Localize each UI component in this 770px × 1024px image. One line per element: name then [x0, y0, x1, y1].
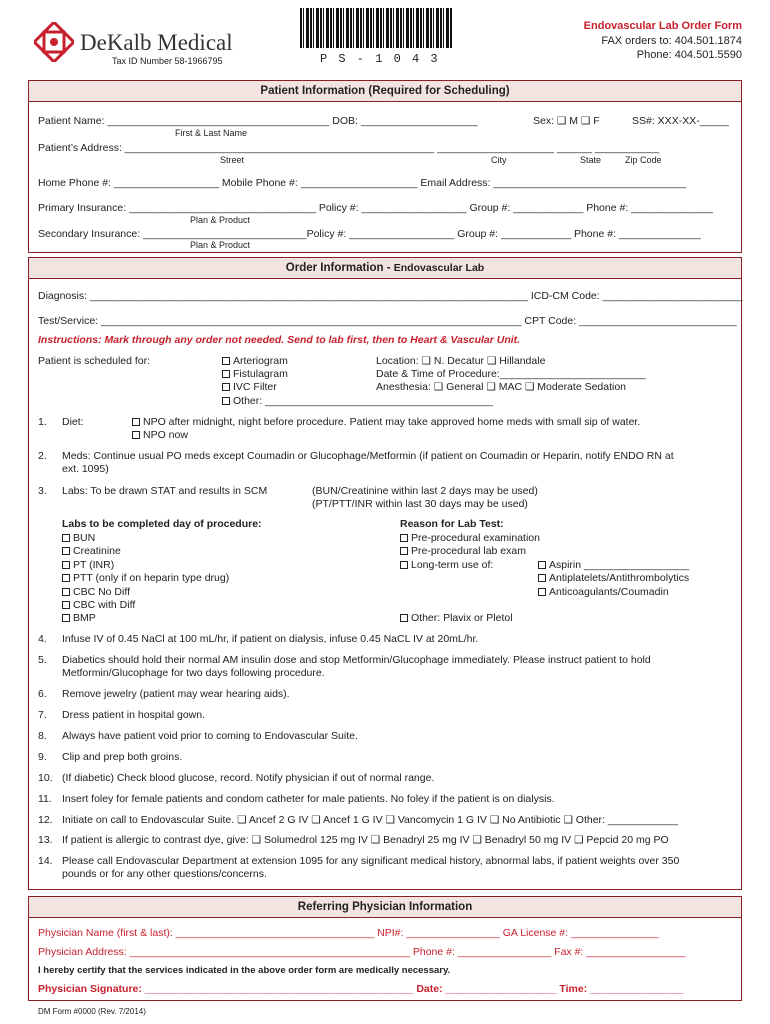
- checkbox[interactable]: [400, 561, 408, 569]
- form-number: DM Form #0000 (Rev. 7/2014): [38, 1007, 146, 1016]
- lab-option[interactable]: BUN: [62, 532, 95, 544]
- longterm-option[interactable]: Aspirin __________________: [538, 559, 689, 571]
- labs-number: 3.: [38, 485, 47, 497]
- anesthesia-field[interactable]: Anesthesia: ❑ General ❑ MAC ❑ Moderate Sedation: [376, 381, 627, 393]
- item-number: 6.: [38, 688, 47, 700]
- barcode: [300, 8, 452, 48]
- location-field[interactable]: Location: ❑ N. Decatur ❑ Hillandale: [376, 355, 546, 367]
- checkbox[interactable]: [400, 534, 408, 542]
- patient-section-header: Patient Information (Required for Scheduling): [28, 80, 742, 102]
- item-text: Dress patient in hospital gown.: [62, 709, 205, 721]
- item-text: Always have patient void prior to coming to Endovascular Suite.: [62, 730, 358, 742]
- longterm-option[interactable]: Antiplatelets/Antithrombolytics: [538, 572, 689, 584]
- diet-number: 1.: [38, 416, 47, 428]
- address-line[interactable]: Patient’s Address: _____________________________________________________ ____________________ ______ ___________: [38, 142, 660, 154]
- item-number: 10.: [38, 772, 53, 784]
- dekalb-logo-icon: [34, 22, 74, 62]
- street-caption: Street: [220, 155, 245, 165]
- item-text: Please call Endovascular Department at extension 1095 for any significant medical history, abnormal labs, if patient weights over 350: [62, 855, 680, 867]
- item-number: 4.: [38, 633, 47, 645]
- test-service-line[interactable]: Test/Service: ________________________________________________________________________ CPT Code: ___________________________: [38, 315, 737, 327]
- checkbox[interactable]: [400, 547, 408, 555]
- checkbox[interactable]: [132, 431, 140, 439]
- lab-option[interactable]: CBC with Diff: [62, 599, 135, 611]
- order-section-header: [28, 257, 742, 279]
- checkbox[interactable]: [222, 397, 230, 405]
- checkbox[interactable]: [222, 383, 230, 391]
- phone-email-line[interactable]: Home Phone #: __________________ Mobile Phone #: ____________________ Email Address: _________________________________: [38, 177, 687, 189]
- sex-field[interactable]: Sex: ❑ M ❑ F: [533, 115, 600, 127]
- primary-insurance-line[interactable]: Primary Insurance: ________________________________ Policy #: __________________ Group #: ____________ Phone #: ______________: [38, 202, 713, 214]
- lab-option[interactable]: PTT (only if on heparin type drug): [62, 572, 229, 584]
- ssn-field[interactable]: SS#: XXX-XX-_____: [632, 115, 729, 127]
- city-caption: City: [491, 155, 507, 165]
- physician-address-line[interactable]: Physician Address: ________________________________________________ Phone #: ________________ Fax #: _________________: [38, 946, 686, 958]
- checkbox[interactable]: [62, 588, 70, 596]
- org-name: DeKalb Medical: [80, 30, 233, 55]
- fax-number: FAX orders to: 404.501.1874: [601, 35, 742, 47]
- item-number: 8.: [38, 730, 47, 742]
- form-title: Endovascular Lab Order Form: [583, 20, 742, 32]
- item-number: 13.: [38, 834, 53, 846]
- tax-id: Tax ID Number 58-1966795: [112, 56, 223, 66]
- signature-line[interactable]: Physician Signature: ______________________________________________ Date: ___________________ Time: ________________: [38, 983, 684, 995]
- phone-number: Phone: 404.501.5590: [636, 49, 742, 61]
- reason-heading: Reason for Lab Test:: [400, 518, 504, 530]
- plan-caption-1: Plan & Product: [190, 215, 251, 225]
- checkbox[interactable]: [62, 601, 70, 609]
- patient-name-line[interactable]: Patient Name: ______________________________________ DOB: ____________________: [38, 115, 478, 127]
- proc-ivc-filter[interactable]: IVC Filter: [222, 381, 277, 393]
- scheduled-for-label: Patient is scheduled for:: [38, 355, 151, 367]
- diet-label: Diet:: [62, 416, 84, 428]
- order-title: Order Information -: [285, 262, 394, 274]
- meds-text-2: ext. 1095): [62, 463, 109, 475]
- item-text: pounds or for any other questions/concerns.: [62, 868, 267, 880]
- reason-option[interactable]: Long-term use of:: [400, 559, 493, 571]
- secondary-insurance-line[interactable]: Secondary Insurance: ____________________________Policy #: __________________ Group #: ____________ Phone #: ______________: [38, 228, 701, 240]
- reason-other[interactable]: Other: Plavix or Pletol: [400, 612, 513, 624]
- instructions: Instructions: Mark through any order not needed. Send to lab first, then to Heart & Vascular Unit.: [38, 334, 521, 346]
- item-number: 9.: [38, 751, 47, 763]
- checkbox[interactable]: [62, 614, 70, 622]
- checkbox[interactable]: [62, 547, 70, 555]
- item-number: 12.: [38, 814, 53, 826]
- item-text: Insert foley for female patients and condom catheter for male patients. No foley if the patient is on dialysis.: [62, 793, 555, 805]
- labs-rule-2: (PT/PTT/INR within last 30 days may be used): [312, 498, 528, 510]
- item-text: Diabetics should hold their normal AM insulin dose and stop Metformin/Glucophage immediately. Please instruct patient to hold: [62, 654, 651, 666]
- labs-heading: Labs to be completed day of procedure:: [62, 518, 262, 530]
- diagnosis-line[interactable]: Diagnosis: ___________________________________________________________________________ ICD-CM Code: ________________________: [38, 290, 743, 302]
- checkbox[interactable]: [222, 370, 230, 378]
- diet-npo-midnight[interactable]: NPO after midnight, night before procedure. Patient may take approved home meds with small sip of water.: [132, 416, 640, 428]
- item-number: 14.: [38, 855, 53, 867]
- diet-npo-now[interactable]: NPO now: [132, 429, 188, 441]
- item-number: 5.: [38, 654, 47, 666]
- lab-option[interactable]: CBC No Diff: [62, 586, 130, 598]
- checkbox[interactable]: [222, 357, 230, 365]
- longterm-option[interactable]: Anticoagulants/Coumadin: [538, 586, 669, 598]
- zip-caption: Zip Code: [625, 155, 662, 165]
- plan-caption-2: Plan & Product: [190, 240, 251, 250]
- proc-other[interactable]: Other: _______________________________________: [222, 395, 493, 407]
- checkbox[interactable]: [62, 534, 70, 542]
- item-text: Initiate on call to Endovascular Suite. ❑ Ancef 2 G IV ❑ Ancef 1 G IV ❑ Vancomycin 1 G IV ❑ No Antibiotic ❑ Other: ____________: [62, 814, 678, 826]
- checkbox[interactable]: [538, 588, 546, 596]
- item-text: Infuse IV of 0.45 NaCl at 100 mL/hr, if patient on dialysis, infuse 0.45 NaCL IV at 20mL/hr.: [62, 633, 479, 645]
- labs-rule-1: (BUN/Creatinine within last 2 days may be used): [312, 485, 538, 497]
- name-caption: First & Last Name: [175, 128, 248, 138]
- checkbox[interactable]: [62, 574, 70, 582]
- meds-text: Meds: Continue usual PO meds except Coumadin or Glucophage/Metformin (if patient on Coumadin or Heparin, notify ENDO RN at: [62, 450, 674, 462]
- checkbox[interactable]: [132, 418, 140, 426]
- order-subtitle: Endovascular Lab: [393, 262, 485, 274]
- checkbox[interactable]: [62, 561, 70, 569]
- item-number: 7.: [38, 709, 47, 721]
- checkbox[interactable]: [538, 574, 546, 582]
- proc-arteriogram[interactable]: Arteriogram: [222, 355, 288, 367]
- certification: I hereby certify that the services indicated in the above order form are medically necessary.: [38, 965, 451, 976]
- lab-option[interactable]: PT (INR): [62, 559, 114, 571]
- physician-section-header: Referring Physician Information: [28, 896, 742, 918]
- state-caption: State: [580, 155, 602, 165]
- lab-option[interactable]: Creatinine: [62, 545, 121, 557]
- item-text: If patient is allergic to contrast dye, give: ❑ Solumedrol 125 mg IV ❑ Benadryl 25 mg IV ❑ Benadryl 50 mg IV ❑ Pepcid 20 mg PO: [62, 834, 669, 846]
- datetime-field[interactable]: Date & Time of Procedure:_________________________: [376, 368, 646, 380]
- lab-option[interactable]: BMP: [62, 612, 96, 624]
- checkbox[interactable]: [400, 614, 408, 622]
- checkbox[interactable]: [538, 561, 546, 569]
- physician-name-line[interactable]: Physician Name (first & last): __________________________________ NPI#: ________________ GA License #: _______________: [38, 927, 659, 939]
- item-number: 11.: [38, 793, 52, 805]
- item-text: Remove jewelry (patient may wear hearing aids).: [62, 688, 290, 700]
- item-text: Metformin/Glucophage for two days following procedure.: [62, 667, 325, 679]
- meds-number: 2.: [38, 450, 47, 462]
- reason-option[interactable]: Pre-procedural examination: [400, 532, 540, 544]
- labs-text: Labs: To be drawn STAT and results in SCM: [62, 485, 268, 497]
- item-text: Clip and prep both groins.: [62, 751, 183, 763]
- proc-fistulagram[interactable]: Fistulagram: [222, 368, 288, 380]
- reason-option[interactable]: Pre-procedural lab exam: [400, 545, 526, 557]
- item-text: (If diabetic) Check blood glucose, record. Notify physician if out of normal range.: [62, 772, 435, 784]
- barcode-text: P S - 1 0 4 3: [320, 52, 440, 66]
